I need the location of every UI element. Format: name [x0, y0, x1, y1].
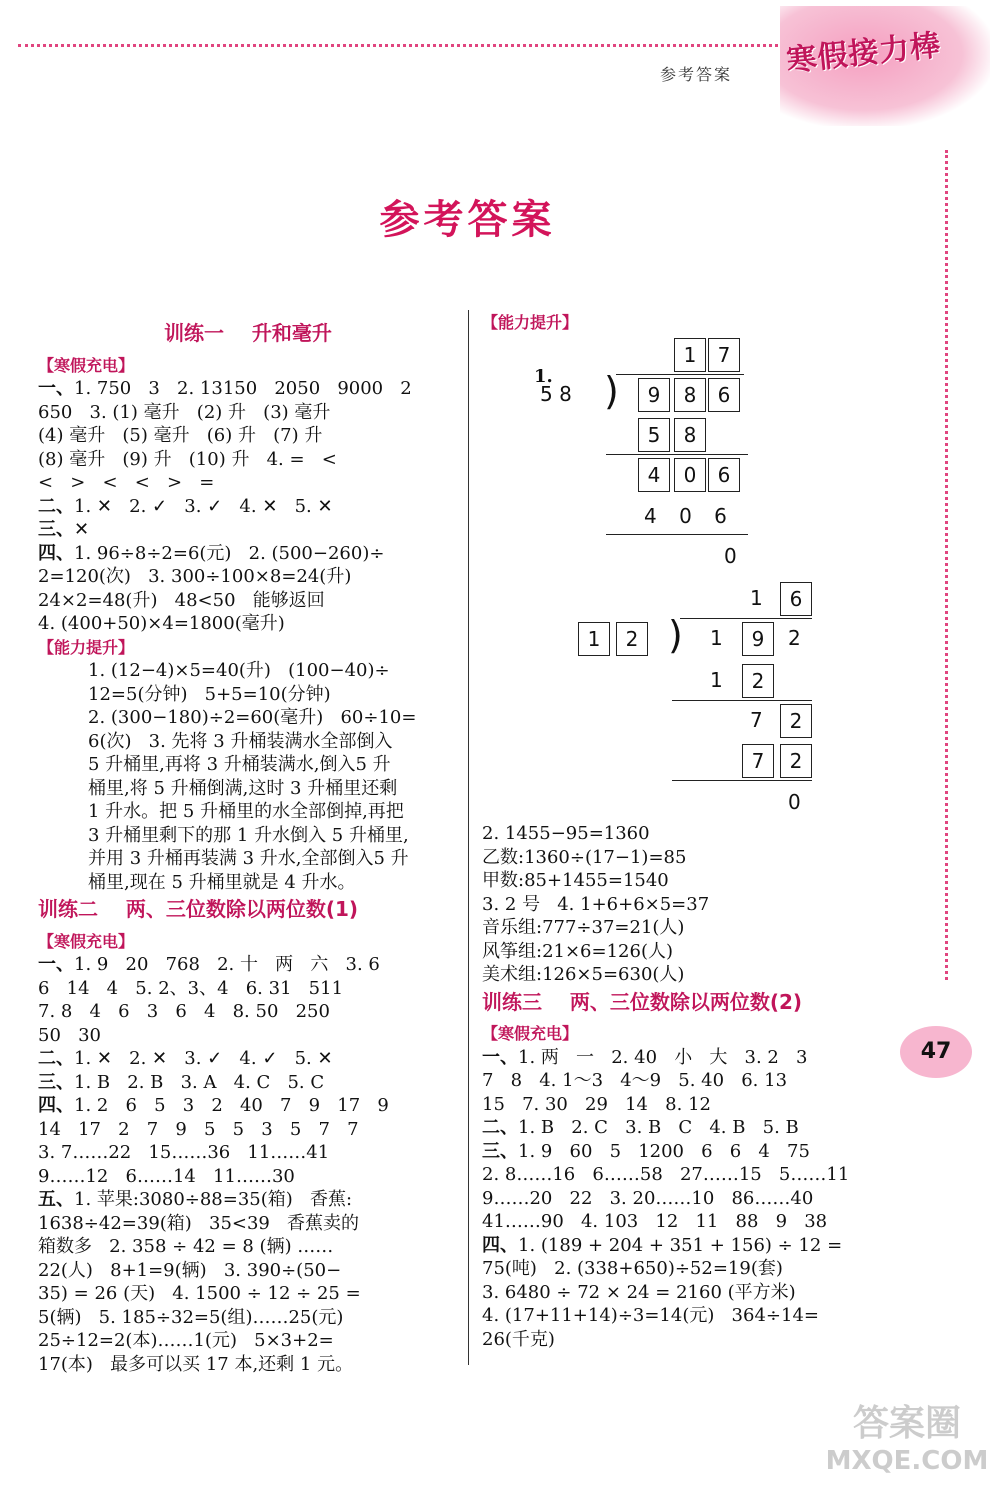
answer-line: 4. (400+50)×4=1800(毫升): [38, 613, 285, 634]
div1-divisor: 5 8: [540, 382, 572, 406]
answer-line: 2=120(次) 3. 300÷100×8=24(升): [38, 566, 352, 587]
div2-remainder-digit: 7: [750, 708, 763, 732]
question-number: 四、: [38, 1095, 74, 1116]
page-number: 47: [900, 1026, 972, 1078]
answer-line: 9……20 22 3. 20……10 86……40: [482, 1187, 814, 1209]
div2-quotient-digit: 6: [780, 582, 812, 616]
section-tag: 【寒假充电】: [38, 355, 135, 375]
div2-product2-digit: 2: [780, 744, 812, 778]
div2-bracket: ): [668, 613, 683, 657]
answer-text: 1. 2 6 5 3 2 40 7 9 17 9: [74, 1095, 389, 1116]
answer-line: 26(千克): [482, 1328, 555, 1350]
answer-line: 6(次) 3. 先将 3 升桶装满水全部倒入: [88, 730, 393, 752]
right-column: [482, 822, 912, 1351]
watermark-logo: 答案圈: [852, 1403, 961, 1444]
question-line: [482, 1140, 912, 1164]
question-number: 一、: [38, 954, 74, 975]
div2-final-remainder: 0: [788, 790, 801, 814]
answer-line: 50 30: [38, 1024, 101, 1046]
div2-remainder-digit: 2: [780, 704, 812, 738]
question-number: 三、: [38, 1071, 74, 1093]
answer-line: 6 14 4 5. 2、3、4 6. 31 511: [38, 977, 344, 999]
question-line: [38, 377, 458, 401]
answer-line: 并用 3 升桶再装满 3 升水,全部倒入5 升: [88, 848, 409, 869]
answer-line: 41……90 4. 103 12 11 88 9 38: [482, 1211, 828, 1232]
answer-line: 2. (300−180)÷2=60(毫升) 60÷10=: [88, 707, 417, 728]
div1-dividend-digit: 8: [674, 378, 706, 412]
div1-bar: [616, 374, 744, 375]
answer-text: 1. 9 20 768 2. 十 两 六 3. 6: [74, 954, 380, 975]
answer-line: 桶里,现在 5 升桶里就是 4 升水。: [88, 871, 356, 893]
answer-text: 1. 750 3 2. 13150 2050 9000 2: [74, 378, 412, 399]
answer-line: 音乐组:777÷37=21(人): [482, 917, 685, 938]
answer-line: 1 升水。把 5 升桶里的水全部倒掉,再把: [88, 801, 404, 822]
answer-line: 7 8 4. 1～3 4～9 5. 40 6. 13: [482, 1070, 788, 1091]
page-title: 参考答案: [379, 197, 556, 243]
answer-line: 9……12 6……14 11……30: [38, 1165, 295, 1187]
answer-line: 25÷12=2(本)……1(元) 5×3+2=: [38, 1330, 334, 1351]
div1-remainder-digit: 4: [638, 458, 670, 492]
div2-product2-digit: 7: [742, 744, 774, 778]
left-column: [38, 318, 458, 1376]
answer-line: 2. 8……16 6……58 27……15 5……11: [482, 1164, 850, 1185]
section-tag: 【寒假充电】: [38, 931, 135, 951]
question-number: 一、: [38, 378, 74, 399]
answer-line: 3 升桶里剩下的那 1 升水倒入 5 升桶里,: [88, 824, 409, 846]
answer-line: 1638÷42=39(箱) 35<39 香蕉卖的: [38, 1212, 360, 1234]
question-number: 五、: [38, 1189, 74, 1210]
answer-line: 7. 8 4 6 3 6 4 8. 50 250: [38, 1001, 330, 1022]
question-line: [38, 1071, 458, 1095]
question-line: [38, 1188, 458, 1212]
question-line: [38, 953, 458, 977]
question-line: [482, 1234, 912, 1258]
question-line: [38, 495, 458, 519]
answer-text: 1. 两 一 2. 40 小 大 3. 2 3: [518, 1046, 808, 1068]
div1-product-digit: 8: [674, 418, 706, 452]
question-line: [38, 1047, 458, 1071]
question-number: 四、: [482, 1234, 518, 1256]
answer-text: 1. ✕ 2. ✕ 3. ✓ 4. ✓ 5. ✕: [74, 1048, 333, 1069]
answer-text: 1. 9 60 5 1200 6 6 4 75: [518, 1140, 810, 1162]
answer-line: 3. 2 号 4. 1+6+6×5=37: [482, 893, 710, 915]
question-line: [38, 542, 458, 566]
answer-line: 12=5(分钟) 5+5=10(分钟): [88, 683, 331, 705]
answer-line: (8) 毫升 (9) 升 (10) 升 4. = <: [38, 448, 337, 470]
div1-line: [606, 534, 748, 535]
div2-quotient-digit: 1: [750, 586, 763, 610]
answer-line: 乙数:1360÷(17−1)=85: [482, 846, 687, 868]
answer-line: 桶里,将 5 升桶倒满,这时 3 升桶里还剩: [88, 777, 398, 799]
brand-logo: [780, 6, 990, 126]
div1-quotient-digit: 7: [708, 338, 740, 372]
section-title: 训练二 两、三位数除以两位数(1): [38, 897, 359, 921]
answer-line: 24×2=48(升) 48<50 能够返回: [38, 589, 325, 611]
answer-line: 美术组:126×5=630(人): [482, 964, 685, 985]
question-number: 四、: [38, 542, 74, 564]
watermark: [822, 1402, 992, 1476]
div1-remainder-digit: 6: [708, 458, 740, 492]
header-label: 参考答案: [660, 65, 733, 84]
question-number: 二、: [482, 1117, 518, 1138]
div1-final-remainder: 0: [724, 544, 737, 568]
answer-text: 1. (189 + 204 + 351 + 156) ÷ 12 =: [518, 1234, 843, 1256]
section-title: 训练三 两、三位数除以两位数(2): [482, 989, 803, 1014]
div2-divisor-digit: 2: [616, 622, 648, 656]
answer-line: 箱数多 2. 358 ÷ 42 = 8 (辆) ……: [38, 1236, 340, 1257]
question-line: [38, 1094, 458, 1118]
answer-text: 1. B 2. C 3. B C 4. B 5. B: [518, 1117, 799, 1138]
answer-text: 1. ✕ 2. ✓ 3. ✓ 4. ✕ 5. ✕: [74, 495, 333, 517]
div2-line: [672, 700, 812, 701]
div2-dividend-digit: 9: [742, 622, 774, 656]
question-number: 三、: [38, 519, 74, 540]
answer-line: 2. 1455−95=1360: [482, 823, 650, 844]
answer-line: (4) 毫升 (5) 毫升 (6) 升 (7) 升: [38, 425, 323, 446]
answer-text: 1. 苹果:3080÷88=35(箱) 香蕉:: [74, 1189, 353, 1210]
answer-line: 3. 7……22 15……36 11……41: [38, 1142, 330, 1163]
div1-product-digit: 5: [638, 418, 670, 452]
div1-product: 4 0 6: [644, 504, 735, 528]
answer-line: 75(吨) 2. (338+650)÷52=19(套): [482, 1258, 783, 1279]
answer-line: 35) = 26 (天) 4. 1500 ÷ 12 ÷ 25 =: [38, 1283, 361, 1304]
div2-bar: [680, 618, 812, 619]
column-divider: [468, 310, 469, 1365]
answer-text: 1. 96÷8÷2=6(元) 2. (500−260)÷: [74, 542, 385, 564]
answer-text: ✕: [74, 519, 90, 540]
div2-line: [672, 780, 812, 781]
answer-line: < > < < > =: [38, 472, 215, 493]
section-title: 训练一 升和毫升: [164, 321, 332, 345]
answer-line: 4. (17+11+14)÷3=14(元) 364÷14=: [482, 1305, 819, 1326]
watermark-url: MXQE.COM: [825, 1446, 989, 1476]
answer-line: 风筝组:21×6=126(人): [482, 940, 673, 962]
answer-line: 甲数:85+1455=1540: [482, 870, 669, 891]
question-number: 二、: [38, 1048, 74, 1069]
div2-product-digit: 1: [710, 668, 723, 692]
div2-dividend-digit: 2: [788, 626, 801, 650]
div2-divisor-digit: 1: [578, 622, 610, 656]
ability-tag: 【能力提升】: [482, 313, 579, 332]
top-dotted-border: [18, 44, 778, 47]
div1-dividend-digit: 6: [708, 378, 740, 412]
question-number: 二、: [38, 495, 74, 517]
answer-line: 5(辆) 5. 185÷32=5(组)……25(元): [38, 1306, 344, 1328]
question-line: [38, 518, 458, 542]
answer-line: 1. (12−4)×5=40(升) (100−40)÷: [88, 660, 390, 681]
answer-text: 1. B 2. B 3. A 4. C 5. C: [74, 1071, 325, 1093]
long-division-area: [520, 330, 940, 830]
section-tag: 【寒假充电】: [482, 1024, 579, 1043]
answer-line: 14 17 2 7 9 5 5 3 5 7 7: [38, 1118, 359, 1140]
question-line: [482, 1116, 912, 1140]
answer-line: 3. 6480 ÷ 72 × 24 = 2160 (平方米): [482, 1281, 796, 1303]
div1-remainder-digit: 0: [674, 458, 706, 492]
div2-product-digit: 2: [742, 664, 774, 698]
answer-line: 650 3. (1) 毫升 (2) 升 (3) 毫升: [38, 401, 331, 423]
section-tag: 【能力提升】: [38, 637, 135, 657]
answer-line: 17(本) 最多可以买 17 本,还剩 1 元。: [38, 1353, 354, 1375]
question-number: 一、: [482, 1046, 518, 1068]
div2-dividend-digit: 1: [710, 626, 723, 650]
div1-line: [606, 454, 748, 455]
brand-text: 寒假接力棒: [784, 27, 943, 79]
answer-line: 22(人) 8+1=9(辆) 3. 390÷(50−: [38, 1259, 342, 1281]
right-dotted-border: [945, 150, 948, 980]
answer-line: 5 升桶里,再将 3 升桶装满水,倒入5 升: [88, 754, 391, 775]
div1-dividend-digit: 9: [638, 378, 670, 412]
div1-bracket: ): [604, 369, 619, 413]
question-line: [482, 1046, 912, 1070]
div1-quotient-digit: 1: [674, 338, 706, 372]
question-1-label: 1.: [534, 366, 553, 387]
answer-line: 15 7. 30 29 14 8. 12: [482, 1093, 711, 1115]
question-number: 三、: [482, 1140, 518, 1162]
